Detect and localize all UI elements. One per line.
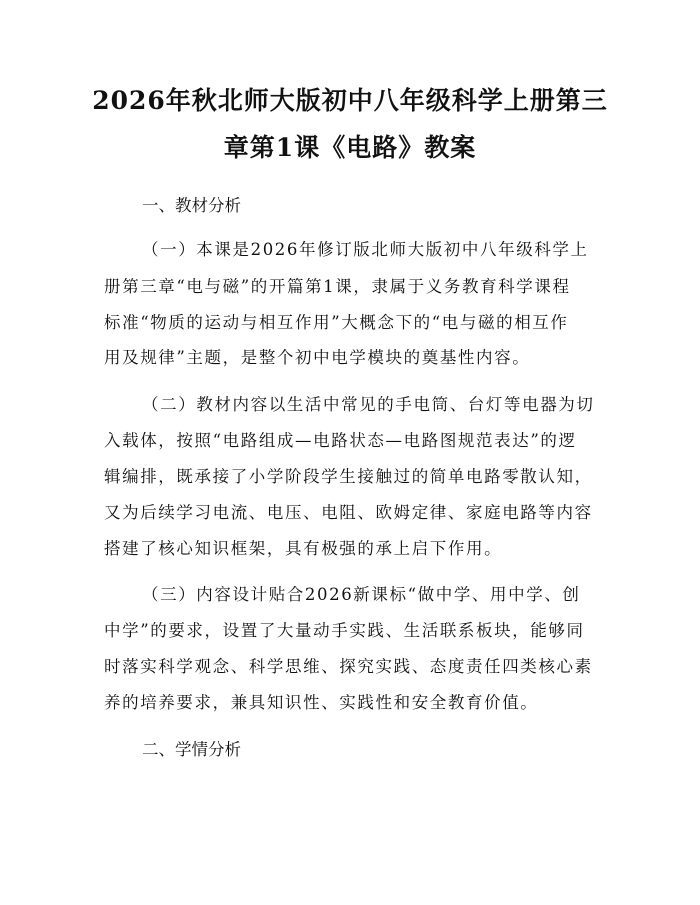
paragraph-1-line-3: 标准“物质的运动与相互作用”大概念下的“电与磁的相互作 [104, 313, 569, 332]
section-heading-student-analysis: 二、学情分析 [142, 740, 241, 759]
paragraph-3-line-3: 时落实科学观念、科学思维、探究实践、态度责任四类核心素 [104, 657, 593, 676]
document-title-line-2: 章第1课《电路》教案 [223, 133, 477, 162]
paragraph-1-line-1: （一）本课是2026年修订版北师大版初中八年级科学上 [142, 240, 589, 259]
paragraph-2-line-1: （二）教材内容以生活中常见的手电筒、台灯等电器为切 [142, 395, 595, 414]
paragraph-3-line-2: 中学”的要求，设置了大量动手实践、生活联系板块，能够同 [104, 621, 585, 640]
paragraph-2-line-5: 搭建了核心知识框架，具有极强的承上启下作用。 [104, 539, 503, 558]
section-heading-textbook-analysis: 一、教材分析 [142, 196, 241, 215]
paragraph-2-line-4: 又为后续学习电流、电压、电阻、欧姆定律、家庭电路等内容 [104, 503, 593, 522]
paragraph-3-line-4: 养的培养要求，兼具知识性、实践性和安全教育价值。 [104, 693, 539, 712]
paragraph-2-line-2: 入载体，按照“电路组成—电路状态—电路图规范表达”的逻 [104, 431, 577, 450]
paragraph-2-line-3: 辑编排，既承接了小学阶段学生接触过的简单电路零散认知， [104, 467, 593, 486]
paragraph-1-line-2: 册第三章“电与磁”的开篇第1课，隶属于义务教育科学课程 [104, 277, 571, 296]
paragraph-1-line-4: 用及规律”主题，是整个初中电学模块的奠基性内容。 [104, 348, 531, 367]
paragraph-3-line-1: （三）内容设计贴合2026新课标“做中学、用中学、创 [142, 585, 581, 604]
document-title-line-1: 2026年秋北师大版初中八年级科学上册第三 [92, 86, 608, 115]
